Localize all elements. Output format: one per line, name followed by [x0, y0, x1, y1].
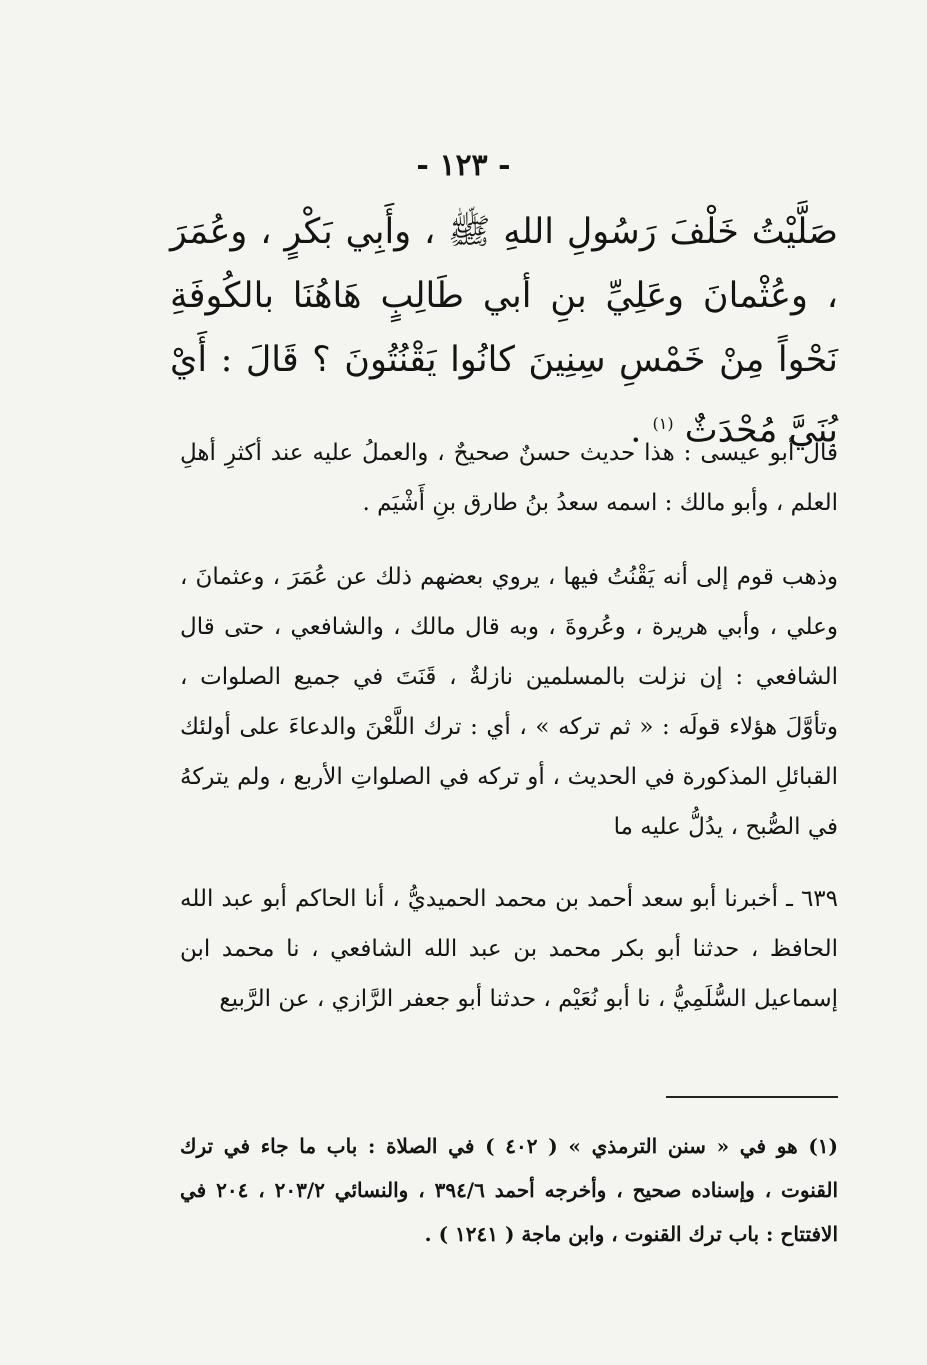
footnote-reference: (١) [652, 414, 674, 433]
commentary-paragraph-1: قال أبو عيسى : هذا حديث حسنٌ صحيحٌ ، والعملُ عليه عند أكثرِ أهلِ العلم ، وأبو مالك : اسمه سعدُ بنُ طارق بنِ أَشْيَم . [180, 440, 838, 516]
hadith-text: صَلَّيْتُ خَلْفَ رَسُولِ اللهِ ﷺ ، وأَبِي بَكْرٍ ، وعُمَرَ ، وعُثْمانَ وعَلِيِّ بنِ أبي طَالِبٍ هَاهُنَا بالكُوفَةِ نَحْواً مِنْ خَمْسِ سِنِينَ كانُوا يَقْنُتُونَ ؟ قَالَ : أَيْ بُنَيَّ مُحْدَثٌ [170, 212, 838, 451]
footnote-1: (١) هو في « سنن الترمذي » ( ٤٠٢ ) في الصلاة : باب ما جاء في ترك القنوت ، وإسناده صحيح ، وأخرجه أحمد ٣٩٤/٦ ، والنسائي ٢٠٣/٢ ، ٢٠٤ في الافتتاح : باب ترك القنوت ، وابن ماجة ( ١٢٤١ ) . [180, 1134, 839, 1246]
hadith-639-paragraph: ٦٣٩ ـ أخبرنا أبو سعد أحمد بن محمد الحميديُّ ، أنا الحاكم أبو عبد الله الحافظ ، حدثنا أبو بكر محمد بن عبد الله الشافعي ، نا محمد ابن إسماعيل السُّلَمِيُّ ، نا أبو نُعَيْم ، حدثنا أبو جعفر الرَّازي ، عن الرَّبيع [180, 886, 838, 1012]
footnote-divider [666, 1096, 838, 1098]
hadith-main-text [170, 200, 838, 463]
hadith-end: . [630, 410, 642, 451]
page-number: - ١٢٣ - [416, 148, 511, 183]
commentary-paragraph-2: وذهب قوم إلى أنه يَقْنُتُ فيها ، يروي بعضهم ذلك عن عُمَرَ ، وعثمانَ ، وعلي ، وأبي هريرة ، وعُروةَ ، وبه قال مالك ، والشافعي ، حتى قال الشافعي : إن نزلت بالمسلمين نازلةٌ ، قَنَتَ في جميع الصلوات ، وتأوَّلَ هؤلاء قولَه : « ثم تركه » ، أي : ترك اللَّعْنَ والدعاءَ على أولئك القبائلِ المذكورة في الحديث ، أو تركه في الصلواتِ الأربع ، ولم يتركهُ في الصُّبح ، يدُلُّ عليه ما [180, 564, 838, 840]
